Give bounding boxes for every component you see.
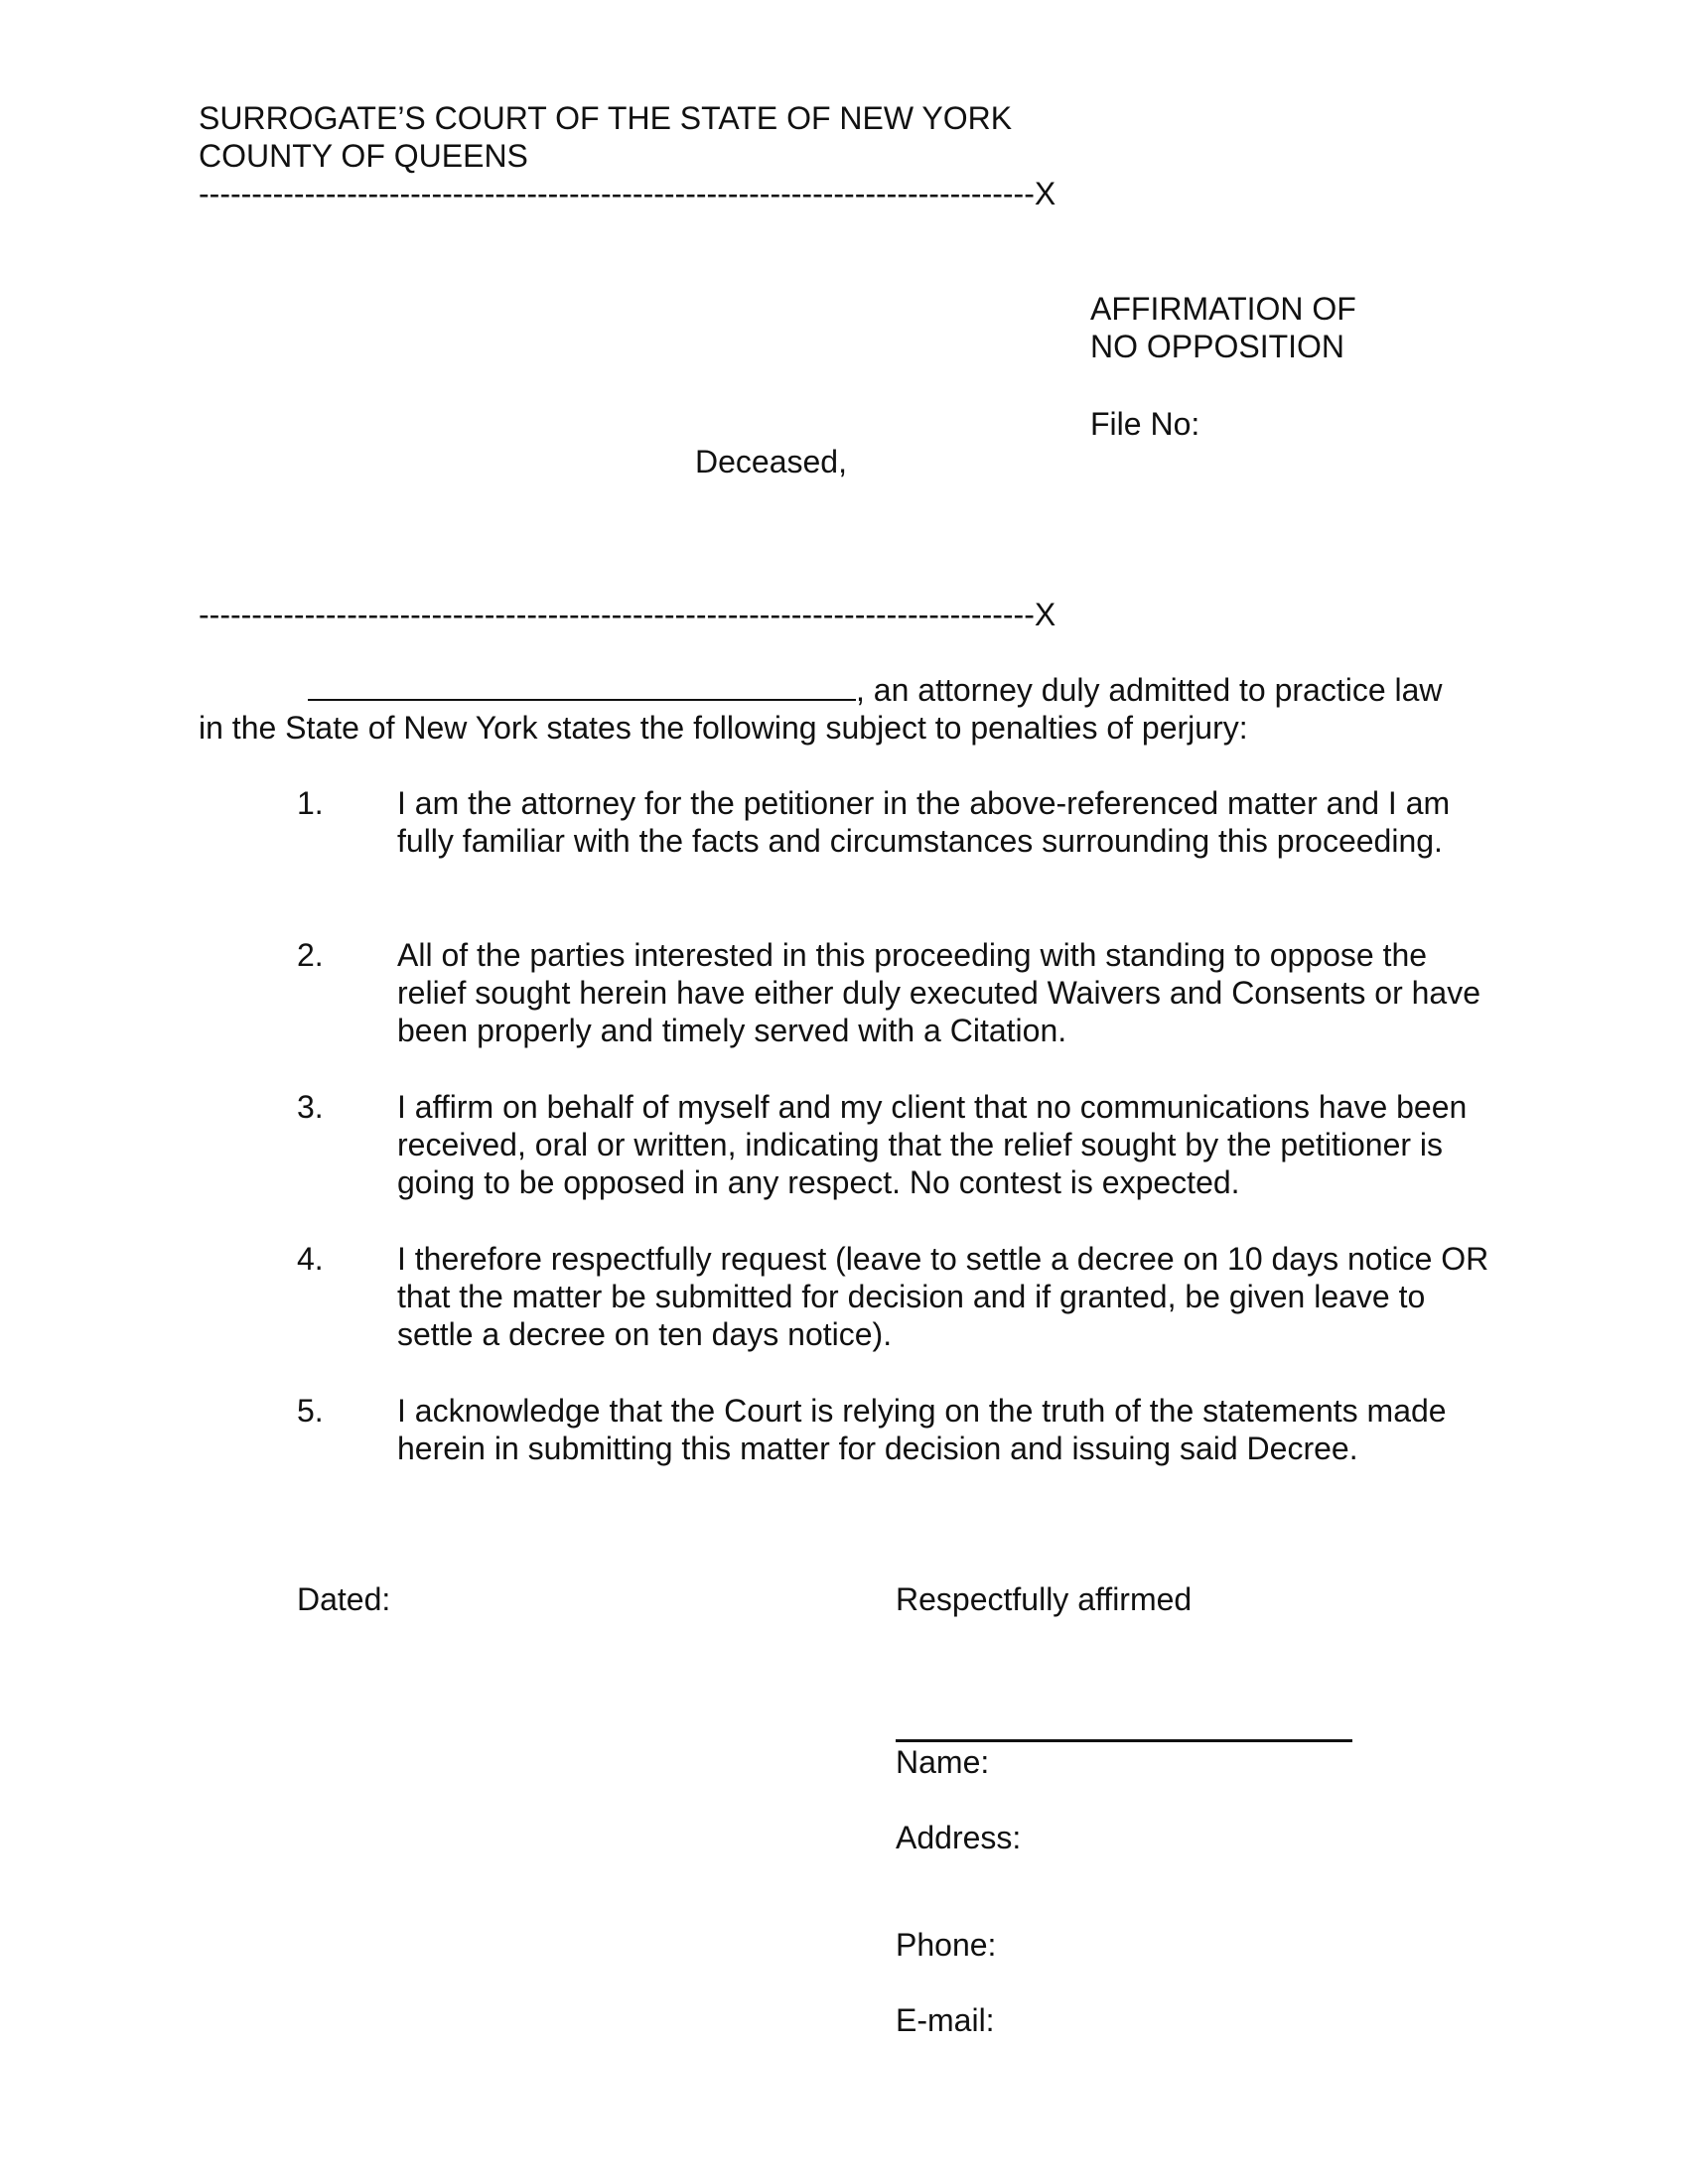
address-label: Address: bbox=[896, 1820, 1022, 1855]
attorney-name-blank[interactable] bbox=[308, 671, 856, 701]
dated-label: Dated: bbox=[297, 1581, 391, 1617]
item-text: I acknowledge that the Court is relying on the truth of the statements made herein in submitting this matter for decision and issuing said Decree. bbox=[397, 1393, 1447, 1466]
item-number: 1. bbox=[297, 785, 324, 821]
email-label: E-mail: bbox=[896, 2002, 995, 2038]
document-title-line1: AFFIRMATION OF bbox=[1090, 291, 1356, 327]
item-text: I am the attorney for the petitioner in the above-referenced matter and I am fully familiar with the facts and circumstances surrounding this proceeding. bbox=[397, 785, 1451, 859]
caption-divider-top: -------------------------------------------------------------------------------X bbox=[199, 176, 1056, 211]
phone-label: Phone: bbox=[896, 1927, 997, 1963]
intro-text: , an attorney duly admitted to practice law bbox=[856, 672, 1443, 708]
item-number: 3. bbox=[297, 1089, 324, 1125]
file-no-label: File No: bbox=[1090, 406, 1200, 442]
name-label: Name: bbox=[896, 1744, 990, 1780]
item-text: I affirm on behalf of myself and my client that no communications have been received, oral or written, indicating that the relief sought by the petitioner is going to be opposed in any respect. No contest is expected. bbox=[397, 1089, 1468, 1200]
signature-line[interactable] bbox=[896, 1739, 1352, 1742]
respectfully-affirmed-label: Respectfully affirmed bbox=[896, 1581, 1193, 1617]
item-number: 2. bbox=[297, 937, 324, 973]
document-title-line2: NO OPPOSITION bbox=[1090, 329, 1345, 364]
intro-line2: in the State of New York states the following subject to penalties of perjury: bbox=[199, 710, 1248, 746]
item-text: All of the parties interested in this proceeding with standing to oppose the relief sought herein have either duly executed Waivers and Consents or have been properly and timely served with a Citation. bbox=[397, 937, 1480, 1048]
court-name: SURROGATE’S COURT OF THE STATE OF NEW YORK bbox=[199, 100, 1013, 136]
item-text: I therefore respectfully request (leave to settle a decree on 10 days notice OR that the matter be submitted for decision and if granted, be given leave to settle a decree on ten days notice). bbox=[397, 1241, 1489, 1352]
county-name: COUNTY OF QUEENS bbox=[199, 138, 528, 174]
item-number: 5. bbox=[297, 1393, 324, 1429]
deceased-label: Deceased, bbox=[695, 444, 847, 479]
item-number: 4. bbox=[297, 1241, 324, 1277]
intro-line1 bbox=[199, 671, 1443, 709]
caption-divider-bottom: -------------------------------------------------------------------------------X bbox=[199, 597, 1056, 632]
